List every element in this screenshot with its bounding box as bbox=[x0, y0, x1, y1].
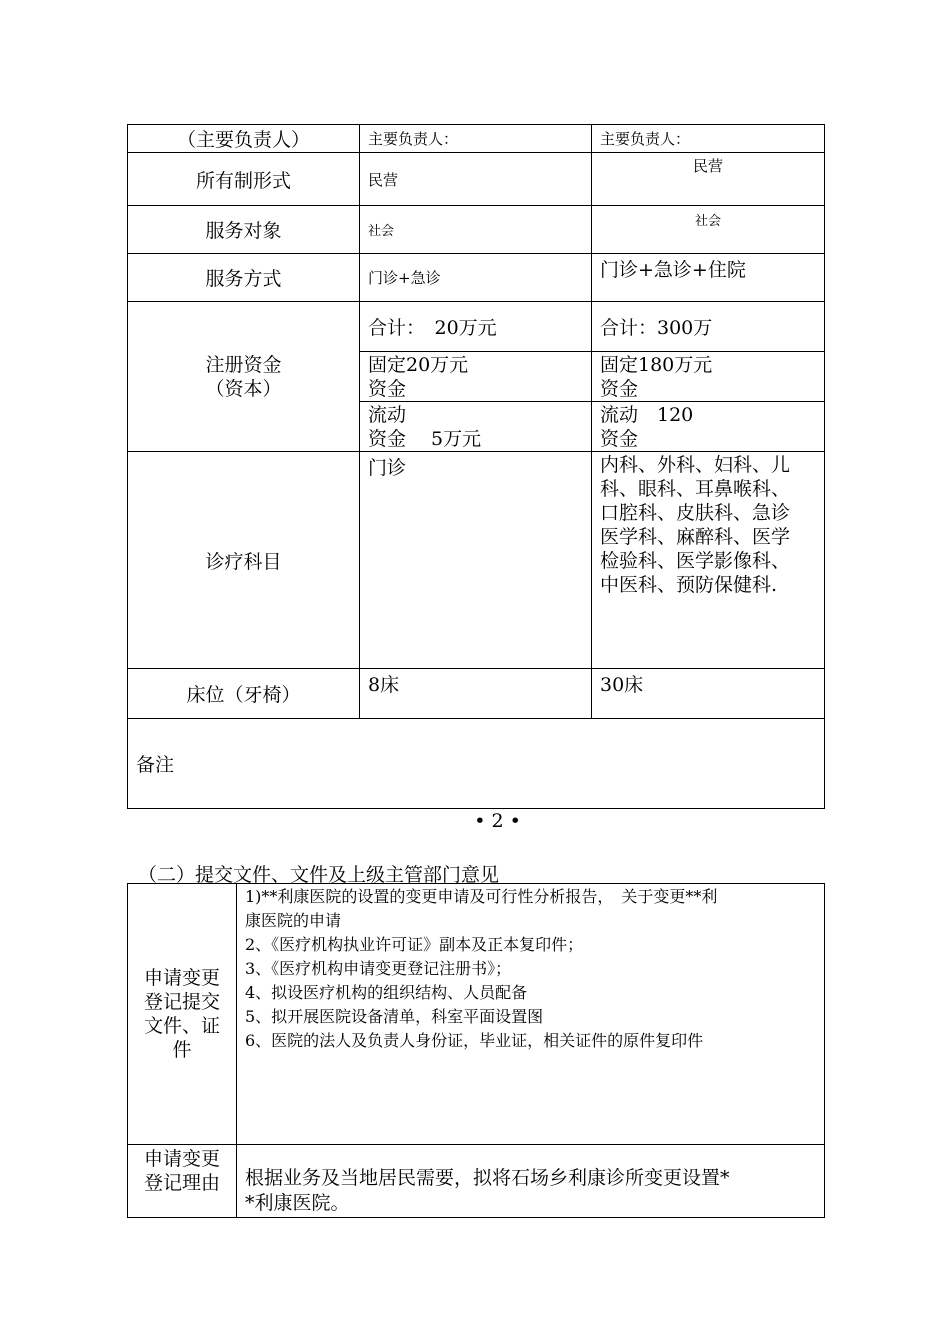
department-line: 中医科、预防保健科. bbox=[600, 574, 778, 596]
row-label-text: 床位（牙椅） bbox=[186, 684, 301, 706]
label-line: 申请变更 bbox=[143, 1148, 220, 1170]
capital-label-line: 注册资金 bbox=[205, 353, 282, 376]
document-item: 康医院的申请 bbox=[245, 911, 342, 930]
document-item: 3、《医疗机构申请变更登记注册书》； bbox=[245, 959, 512, 978]
row-label-documents bbox=[128, 884, 237, 1145]
label-line: 申请变更 bbox=[143, 967, 220, 989]
label-line: 文件、证 bbox=[143, 1015, 220, 1037]
cell-principal-b bbox=[592, 125, 825, 153]
cell-text: 民营 bbox=[692, 157, 723, 175]
row-label-service-mode bbox=[128, 254, 360, 302]
reason-line: *利康医院。 bbox=[245, 1192, 350, 1214]
row-label-text: 服务对象 bbox=[205, 220, 282, 242]
department-line: 科、眼科、耳鼻喉科、 bbox=[600, 478, 791, 500]
cell-service-mode-b bbox=[592, 254, 825, 302]
row-label-text: 所有制形式 bbox=[195, 169, 291, 192]
cell-text: 社会 bbox=[368, 224, 395, 239]
cell-capital-total-a bbox=[360, 302, 592, 352]
cell-text: 门诊 bbox=[368, 457, 407, 479]
cell-text: 流动 120 bbox=[600, 404, 694, 426]
cell-ownership-b bbox=[592, 153, 825, 206]
cell-departments-a bbox=[360, 452, 592, 669]
document-item: 6、医院的法人及负责人身份证，毕业证，相关证件的原件复印件 bbox=[245, 1031, 704, 1050]
row-label-service-target bbox=[128, 206, 360, 254]
cell-text: 主要负责人： bbox=[600, 130, 691, 148]
cell-capital-fixed-b bbox=[592, 352, 825, 402]
cell-capital-fixed-a bbox=[360, 352, 592, 402]
table-row bbox=[128, 125, 825, 153]
row-label-capital bbox=[128, 302, 360, 452]
remark-label: 备注 bbox=[136, 754, 175, 776]
department-line: 内科、外科、妇科、儿 bbox=[600, 454, 791, 476]
cell-capital-total-b bbox=[592, 302, 825, 352]
table-row bbox=[128, 206, 825, 254]
cell-departments-b bbox=[592, 452, 825, 669]
table-row bbox=[128, 153, 825, 206]
cell-service-mode-a bbox=[360, 254, 592, 302]
document-item: 4、拟设医疗机构的组织结构、人员配备 bbox=[245, 983, 528, 1002]
cell-text: 主要负责人： bbox=[368, 130, 459, 148]
table-row bbox=[128, 884, 825, 1145]
cell-text: 资金 bbox=[600, 378, 639, 400]
row-label-principal bbox=[128, 125, 360, 153]
cell-text: 固定180万元 bbox=[600, 354, 713, 376]
cell-text: 资金 5万元 bbox=[368, 428, 482, 450]
cell-text: 资金 bbox=[600, 428, 639, 450]
capital-label-line: （资本） bbox=[205, 377, 282, 400]
cell-capital-flow-b bbox=[592, 402, 825, 452]
cell-text: 合计： 20万元 bbox=[368, 317, 497, 339]
cell-text: 门诊+急诊 bbox=[368, 269, 441, 287]
document-item: 1)**利康医院的设置的变更申请及可行性分析报告， 关于变更**利 bbox=[245, 887, 718, 906]
submitted-documents-table bbox=[127, 883, 825, 1218]
cell-text: 固定20万元 bbox=[368, 354, 469, 376]
page-number: • 2 • bbox=[474, 810, 521, 832]
cell-beds-a bbox=[360, 669, 592, 719]
cell-capital-flow-a bbox=[360, 402, 592, 452]
label-line: 件 bbox=[172, 1039, 192, 1061]
table-row bbox=[128, 719, 825, 809]
cell-ownership-a bbox=[360, 153, 592, 206]
cell-text: 流动 bbox=[368, 404, 407, 426]
cell-text: 8床 bbox=[368, 674, 400, 696]
cell-service-target-b bbox=[592, 206, 825, 254]
cell-text: 民营 bbox=[368, 170, 399, 189]
table-row bbox=[128, 302, 825, 352]
row-label-text: 诊疗科目 bbox=[205, 550, 282, 573]
registration-info-table bbox=[127, 124, 825, 809]
cell-reason bbox=[237, 1145, 825, 1218]
cell-beds-b bbox=[592, 669, 825, 719]
table-row bbox=[128, 669, 825, 719]
department-line: 口腔科、皮肤科、急诊 bbox=[600, 502, 791, 524]
cell-remark bbox=[128, 719, 825, 809]
cell-document-list bbox=[237, 884, 825, 1145]
document-item: 2、《医疗机构执业许可证》副本及正本复印件； bbox=[245, 935, 584, 954]
document-item: 5、拟开展医院设备清单，科室平面设置图 bbox=[245, 1007, 544, 1026]
label-line: 登记理由 bbox=[143, 1172, 220, 1194]
cell-text: 合计：300万 bbox=[600, 317, 713, 339]
row-label-beds bbox=[128, 669, 360, 719]
label-line: 登记提交 bbox=[143, 991, 220, 1013]
department-line: 医学科、麻醉科、医学 bbox=[600, 526, 791, 548]
reason-line: 根据业务及当地居民需要，拟将石场乡利康诊所变更设置* bbox=[245, 1167, 730, 1189]
section-title: （二）提交文件、文件及上级主管部门意见 bbox=[138, 864, 500, 886]
cell-service-target-a bbox=[360, 206, 592, 254]
row-label-text: （主要负责人） bbox=[176, 129, 310, 151]
table-row bbox=[128, 452, 825, 669]
row-label-reason bbox=[128, 1145, 237, 1218]
row-label-ownership bbox=[128, 153, 360, 206]
row-label-departments bbox=[128, 452, 360, 669]
department-line: 检验科、医学影像科、 bbox=[600, 550, 791, 572]
table-row bbox=[128, 254, 825, 302]
table-row bbox=[128, 1145, 825, 1218]
cell-text: 门诊+急诊+住院 bbox=[600, 259, 746, 281]
row-label-text: 服务方式 bbox=[205, 268, 282, 290]
cell-principal-a bbox=[360, 125, 592, 153]
cell-text: 社会 bbox=[694, 214, 721, 229]
cell-text: 资金 bbox=[368, 378, 407, 400]
cell-text: 30床 bbox=[600, 674, 644, 696]
